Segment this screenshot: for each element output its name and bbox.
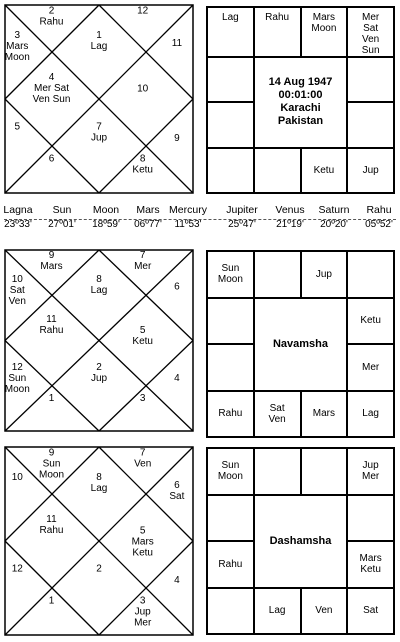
square-cell-12	[207, 298, 254, 345]
house-3-label: 10 Sat Ven	[8, 273, 26, 307]
position-jupiter	[215, 203, 269, 231]
square-cell-7: Lag	[347, 391, 394, 438]
house-8-label: 3	[139, 392, 146, 404]
planet-name: Moon	[92, 204, 120, 216]
house-11-label: 6 Sat	[169, 479, 185, 502]
square-cell-10	[207, 148, 254, 193]
house-2-label: 9 Mars	[40, 250, 63, 273]
house-9-label: 9	[174, 132, 180, 144]
square-cell-4	[347, 251, 394, 298]
square-cell-6: Mars Ketu	[347, 541, 394, 588]
planet-name: Lagna	[3, 204, 33, 216]
square-cell-11	[207, 102, 254, 147]
house-1-label: 8 Lag	[90, 273, 108, 296]
house-3-label: 10	[11, 472, 23, 484]
house-10-label: 10	[137, 83, 149, 95]
position-mercury	[161, 203, 215, 231]
house-7-label: 2 Jup	[90, 361, 108, 384]
planet-degree: 06º77'	[134, 219, 162, 230]
rasi-north-chart	[4, 4, 194, 194]
house-12-label: 7 Mer	[134, 250, 152, 273]
house-10-label: 5 Ketu	[132, 325, 153, 348]
house-7-label: 7 Jup	[90, 121, 108, 144]
chart-center-title	[254, 495, 348, 588]
house-2-label: 9 Sun Moon	[38, 447, 65, 481]
square-cell-9	[254, 148, 301, 193]
house-5-label: 12	[11, 563, 23, 575]
square-cell-11: Rahu	[207, 541, 254, 588]
center-text: 14 Aug 1947	[268, 76, 333, 89]
house-4-label: 11 Rahu	[39, 314, 64, 337]
center-text: Dashamsha	[269, 534, 332, 547]
square-cell-12	[207, 57, 254, 102]
planet-name: Rahu	[366, 204, 392, 216]
square-cell-9: Lag	[254, 588, 301, 635]
rasi-south-chart	[206, 6, 395, 194]
planet-degree: 20º20'	[320, 219, 348, 230]
center-text: Navamsha	[272, 337, 329, 350]
house-11-label: 6	[174, 281, 180, 293]
square-cell-1: Sun Moon	[207, 448, 254, 495]
planet-degree: 23º33'	[4, 219, 32, 230]
house-9-label: 4	[174, 574, 180, 586]
chart-center-title	[254, 57, 348, 148]
square-cell-2: Rahu	[254, 7, 301, 57]
planet-degree: 27º01'	[48, 219, 76, 230]
square-cell-7: Jup	[347, 148, 394, 193]
planet-degree: 18º59'	[92, 219, 120, 230]
square-cell-2	[254, 448, 301, 495]
square-cell-3	[301, 448, 348, 495]
planet-degree: 05º52'	[365, 219, 393, 230]
house-1-label: 1 Lag	[90, 30, 108, 53]
planet-degree: 25º47'	[228, 219, 256, 230]
square-cell-10: Rahu	[207, 391, 254, 438]
square-cell-8: Ketu	[301, 148, 348, 193]
center-text: Pakistan	[277, 115, 324, 128]
square-cell-10	[207, 588, 254, 635]
dashamsha-south-chart	[206, 447, 395, 635]
house-10-label: 5 Mars Ketu	[131, 525, 154, 559]
planet-name: Mars	[136, 204, 160, 216]
navamsha-north-chart	[4, 249, 194, 432]
square-cell-6	[347, 102, 394, 147]
square-cell-8: Ven	[301, 588, 348, 635]
square-cell-6: Mer	[347, 344, 394, 391]
house-3-label: 3 Mars Moon	[4, 30, 30, 64]
house-6-label: 1	[48, 392, 55, 404]
house-8-label: 8 Ketu	[132, 153, 153, 176]
square-cell-7: Sat	[347, 588, 394, 635]
house-5-label: 5	[14, 121, 21, 133]
square-cell-3: Mars Moon	[301, 7, 348, 57]
planet-name: Mercury	[169, 204, 207, 216]
planet-name: Jupiter	[226, 204, 258, 216]
square-cell-5	[347, 495, 394, 542]
chart-center-title	[254, 298, 348, 391]
house-7-label: 2	[96, 563, 102, 575]
square-cell-5	[347, 57, 394, 102]
dashamsha-north-chart	[4, 446, 194, 636]
navamsha-south-chart	[206, 250, 395, 438]
square-cell-1: Sun Moon	[207, 251, 254, 298]
house-6-label: 6	[48, 153, 55, 165]
planet-degree: 21º19'	[276, 219, 304, 230]
square-cell-2	[254, 251, 301, 298]
house-1-label: 8 Lag	[90, 472, 108, 495]
square-cell-12	[207, 495, 254, 542]
house-4-label: 4 Mer Sat Ven Sun	[32, 72, 71, 105]
square-cell-4: Jup Mer	[347, 448, 394, 495]
planet-degree: 11º53'	[174, 219, 202, 230]
square-cell-5: Ketu	[347, 298, 394, 345]
house-2-label: 2 Rahu	[39, 5, 64, 28]
planet-name: Venus	[275, 204, 305, 216]
planet-name: Saturn	[318, 204, 350, 216]
square-cell-4: Mer Sat Ven Sun	[347, 7, 394, 57]
planet-positions	[0, 203, 400, 237]
center-text: 00:01:00	[278, 89, 323, 102]
planet-name: Sun	[52, 204, 72, 216]
house-11-label: 11	[171, 37, 183, 49]
house-9-label: 4	[174, 372, 180, 384]
square-cell-1: Lag	[207, 7, 254, 57]
position-rahu	[352, 203, 400, 231]
house-6-label: 1	[48, 595, 55, 607]
house-8-label: 3 Jup Mer	[134, 595, 152, 629]
square-cell-8: Mars	[301, 391, 348, 438]
house-12-label: 12	[137, 5, 149, 17]
house-5-label: 12 Sun Moon	[4, 361, 30, 395]
house-12-label: 7 Ven	[134, 447, 152, 470]
center-text: Karachi	[280, 102, 321, 115]
square-cell-3: Jup	[301, 251, 348, 298]
square-cell-11	[207, 344, 254, 391]
square-cell-9: Sat Ven	[254, 391, 301, 438]
house-4-label: 11 Rahu	[39, 514, 64, 536]
